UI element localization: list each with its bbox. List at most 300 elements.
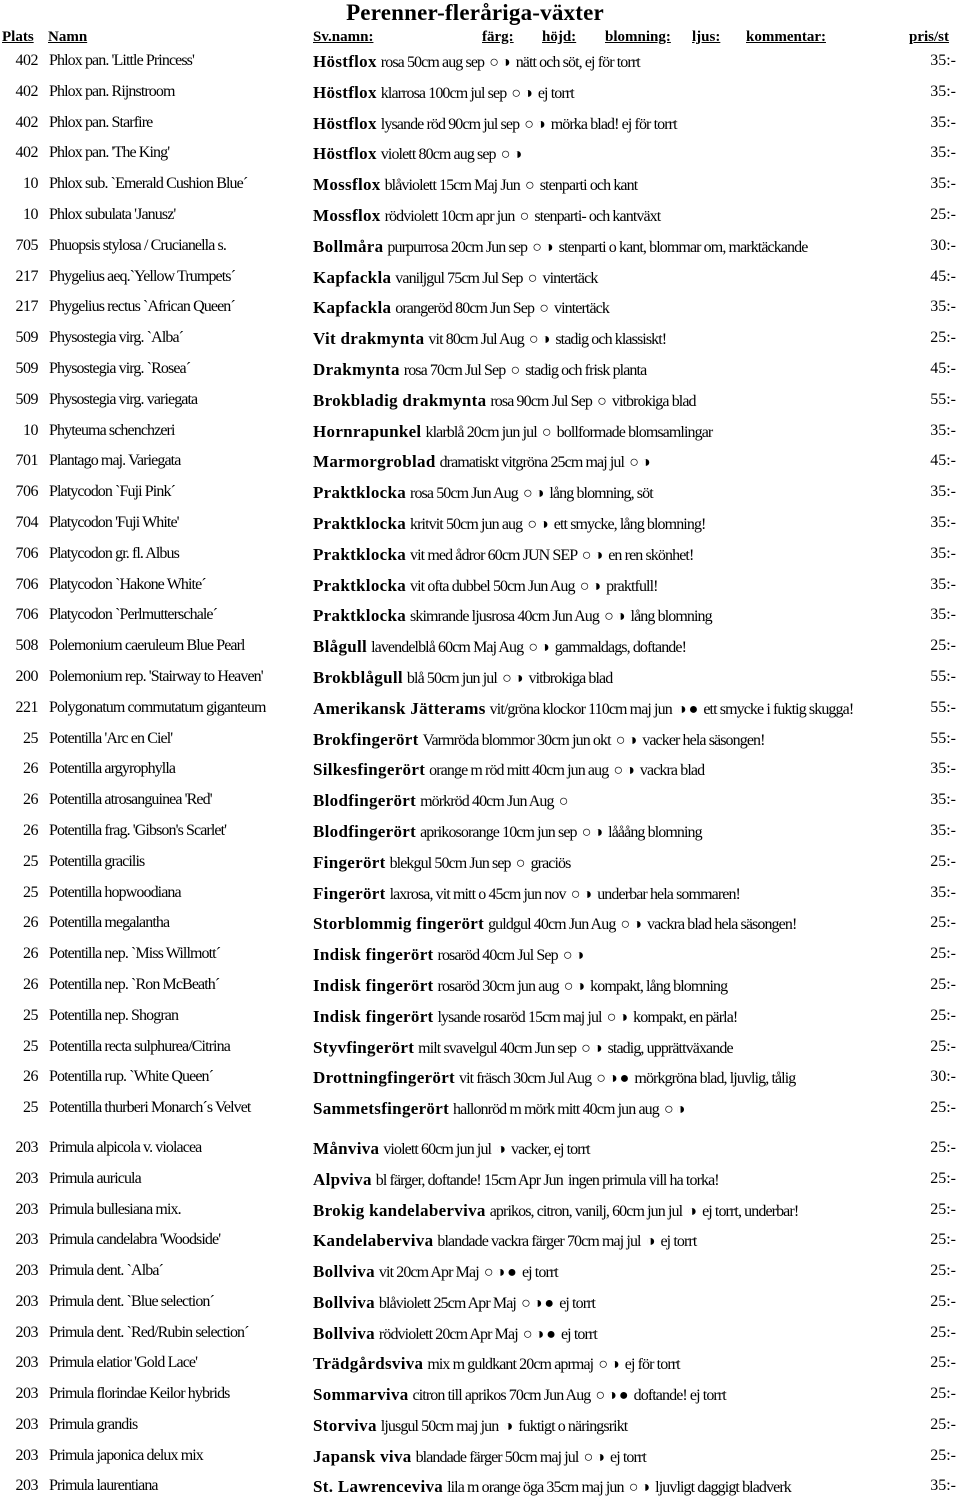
price: 35:- <box>930 544 956 562</box>
plats-number: 203 <box>15 1477 38 1495</box>
comment: stadig och klassiskt! <box>555 331 667 349</box>
swedish-name: Brokig kandelaberviva <box>313 1200 486 1220</box>
list-item <box>0 1262 960 1288</box>
latin-name: Primula grandis <box>49 1415 138 1433</box>
list-item <box>0 1139 960 1165</box>
comment: kompakt, lång blomning <box>590 978 728 995</box>
plats-number: 217 <box>15 267 38 285</box>
swedish-name: Drottningfingerört <box>313 1068 456 1088</box>
plats-number: 203 <box>15 1231 38 1249</box>
light-requirement-icon: ○ <box>597 392 609 410</box>
price: 35:- <box>930 514 956 531</box>
price: 25:- <box>930 206 956 223</box>
price: 25:- <box>930 945 956 963</box>
description: lavendelblå 60cm Maj Aug <box>371 639 524 657</box>
light-requirement-icon: ○◑ <box>522 485 547 503</box>
light-requirement-icon: ○ <box>539 300 551 318</box>
latin-name: Primula auricula <box>49 1169 141 1187</box>
plats-number: 10 <box>23 175 38 193</box>
plats-number: 217 <box>15 298 38 316</box>
comment: vitbrokiga blad <box>611 392 696 410</box>
price: 25:- <box>930 1099 956 1117</box>
list-item <box>0 422 960 448</box>
light-requirement-icon: ○ <box>510 362 523 379</box>
plant-info <box>313 730 935 750</box>
plats-number: 704 <box>15 514 38 531</box>
price: 35:- <box>930 1477 956 1495</box>
comment: stadig, upprättväxande <box>607 1039 733 1057</box>
light-requirement-icon: ○◑ <box>511 84 535 102</box>
description: violett 60cm jun jul <box>383 1141 492 1158</box>
swedish-name: Brokfingerört <box>313 729 419 749</box>
list-item <box>0 945 960 971</box>
comment: ett smycke i fuktig skugga! <box>703 700 854 718</box>
plant-info <box>313 144 935 164</box>
description: blå 50cm jun jul <box>406 670 497 687</box>
comment: ej torrt <box>560 1325 597 1343</box>
latin-name: Platycodon 'Fuji White' <box>49 514 179 531</box>
list-item <box>0 1038 960 1064</box>
comment: nätt och söt, ej för torrt <box>515 54 640 71</box>
list-item <box>0 1068 960 1094</box>
latin-name: Primula laurentiana <box>49 1477 158 1495</box>
description: mörkröd 40cm Jun Aug <box>420 793 554 811</box>
plant-info <box>313 1231 935 1251</box>
plats-number: 203 <box>15 1354 38 1372</box>
comment: graciös <box>530 854 571 872</box>
plats-number: 200 <box>15 668 38 685</box>
light-requirement-icon: ○◑ <box>629 454 653 472</box>
comment: doftande! ej torrt <box>633 1387 726 1404</box>
plats-number: 26 <box>23 791 38 809</box>
plats-number: 203 <box>15 1415 38 1433</box>
comment: vackra blad <box>639 762 705 780</box>
description: orange m röd mitt 40cm jun aug <box>429 762 609 780</box>
light-requirement-icon: ○ <box>524 177 537 195</box>
header-namn: Namn <box>48 29 88 45</box>
plant-info <box>313 576 935 596</box>
list-item <box>0 452 960 478</box>
plant-info <box>313 1416 935 1436</box>
price: 25:- <box>930 1169 956 1187</box>
comment: ingen primula vill ha torka! <box>567 1171 719 1189</box>
price: 25:- <box>930 1415 956 1433</box>
comment: ej torrt <box>559 1294 596 1312</box>
latin-name: Potentilla megalantha <box>49 914 170 932</box>
description: laxrosa, vit mitt o 45cm jun nov <box>389 885 566 903</box>
swedish-name: Fingerört <box>313 883 386 903</box>
latin-name: Physostegia virg. variegata <box>49 390 198 408</box>
latin-name: Platycodon `Fuji Pink´ <box>49 483 175 501</box>
list-item <box>0 791 960 817</box>
comment: stenparti o kant, blommar om, marktäckande <box>558 238 808 256</box>
price: 25:- <box>930 976 956 993</box>
light-requirement-icon: ○◑ <box>583 1448 607 1466</box>
plant-info <box>313 1293 935 1313</box>
swedish-name: Indisk fingerört <box>313 1006 434 1026</box>
plats-number: 203 <box>15 1292 38 1310</box>
latin-name: Phygelius aeq.`Yellow Trumpets´ <box>49 267 236 285</box>
list-item <box>0 976 960 1002</box>
swedish-name: Japansk viva <box>313 1446 412 1466</box>
list-item <box>0 1293 960 1319</box>
description: rosaröd 30cm jun aug <box>437 978 559 995</box>
price: 25:- <box>930 1446 956 1464</box>
light-requirement-icon: ○◑● <box>595 1387 631 1404</box>
plant-info <box>313 298 935 318</box>
latin-name: Plantago maj. Variegata <box>49 452 181 470</box>
plats-number: 26 <box>23 976 38 993</box>
light-requirement-icon: ○◑ <box>532 238 556 256</box>
list-item <box>0 237 960 263</box>
description: rödviolett 10cm apr jun <box>384 208 515 225</box>
light-requirement-icon: ○◑ <box>502 670 526 687</box>
header-pris: pris/st <box>909 29 950 45</box>
plant-info <box>313 1477 935 1497</box>
price: 35:- <box>930 421 956 439</box>
list-item <box>0 637 960 663</box>
description: hallonröd m mörk mitt 40cm jun aug <box>453 1101 659 1119</box>
description: violett 80cm aug sep <box>380 146 496 164</box>
price: 35:- <box>930 144 956 162</box>
light-requirement-icon: ○◑● <box>522 1325 558 1343</box>
header-blomning: blomning: <box>605 29 671 45</box>
description: aprikosorange 10cm jun sep <box>420 824 577 841</box>
light-requirement-icon: ○◑ <box>528 331 553 349</box>
description: rosa 50cm aug sep <box>380 54 485 71</box>
plant-info <box>313 1068 935 1088</box>
swedish-name: St. Lawrenceviva <box>313 1477 444 1497</box>
comment: vitbrokiga blad <box>528 670 613 687</box>
list-item <box>0 730 960 756</box>
swedish-name: Kapfackla <box>313 267 392 287</box>
latin-name: Phuopsis stylosa / Crucianella s. <box>49 236 226 254</box>
latin-name: Potentilla argyrophylla <box>49 760 176 778</box>
latin-name: Phyteuma schenchzeri <box>49 421 175 439</box>
plats-number: 706 <box>15 575 38 593</box>
plats-number: 402 <box>15 82 38 100</box>
price: 35:- <box>930 760 956 778</box>
latin-name: Physostegia virg. `Alba´ <box>49 329 184 347</box>
swedish-name: Bollviva <box>313 1262 375 1281</box>
list-item <box>0 1231 960 1257</box>
plant-info <box>313 422 935 442</box>
plant-info <box>313 884 935 904</box>
comment: lång blomning <box>630 608 712 626</box>
light-requirement-icon: ○◑ <box>598 1356 622 1374</box>
plant-info <box>313 1139 935 1159</box>
plats-number: 203 <box>15 1200 38 1218</box>
price: 30:- <box>930 1068 956 1086</box>
list-item <box>0 83 960 109</box>
description: mix m guldkant 20cm aprmaj <box>427 1356 594 1374</box>
description: rödviolett 20cm Apr Maj <box>378 1325 518 1343</box>
description: purpurrosa 20cm Jun sep <box>387 238 528 256</box>
light-requirement-icon: ◑ <box>645 1233 658 1251</box>
plant-info <box>313 268 935 288</box>
plant-info <box>313 175 935 195</box>
price: 30:- <box>930 236 956 254</box>
light-requirement-icon: ○◑ <box>489 54 513 71</box>
latin-name: Potentilla rup. `White Queen´ <box>49 1068 214 1086</box>
price: 35:- <box>930 575 956 593</box>
list-item <box>0 52 960 78</box>
list-item <box>0 884 960 910</box>
swedish-name: Sommarviva <box>313 1385 409 1404</box>
list-item <box>0 853 960 879</box>
price: 25:- <box>930 1323 956 1341</box>
latin-name: Phlox subulata 'Janusz' <box>49 206 176 223</box>
light-requirement-icon: ◑ <box>496 1141 508 1158</box>
description: rosa 90cm Jul Sep <box>490 392 592 410</box>
list-item <box>0 1324 960 1350</box>
plats-number: 25 <box>23 1006 38 1024</box>
plant-info <box>313 391 935 411</box>
header-svnamn: Sv.namn: <box>313 29 374 45</box>
swedish-name: Kapfackla <box>313 298 392 318</box>
price: 45:- <box>930 360 956 377</box>
latin-name: Polemonium rep. 'Stairway to Heaven' <box>49 668 263 685</box>
comment: mörkgröna blad, ljuvlig, tålig <box>634 1070 796 1088</box>
list-item <box>0 545 960 571</box>
plant-info <box>313 822 935 842</box>
list-item <box>0 1354 960 1380</box>
plats-number: 26 <box>23 914 38 932</box>
swedish-name: Kandelaberviva <box>313 1231 434 1251</box>
plats-number: 203 <box>15 1262 38 1279</box>
light-requirement-icon: ○◑ <box>615 731 640 749</box>
plats-number: 203 <box>15 1385 38 1402</box>
light-requirement-icon: ○◑● <box>596 1070 632 1088</box>
latin-name: Phygelius rectus `African Queen´ <box>49 298 235 316</box>
plats-number: 705 <box>15 236 38 254</box>
price: 25:- <box>930 852 956 870</box>
comment: ej för torrt <box>624 1356 680 1374</box>
latin-name: Primula dent. `Alba´ <box>49 1262 163 1279</box>
plant-info <box>313 483 935 503</box>
plant-info <box>313 853 935 873</box>
description: milt svavelgul 40cm Jun sep <box>418 1039 577 1057</box>
plats-number: 508 <box>15 637 38 655</box>
list-item <box>0 1416 960 1442</box>
page-title: Perenner-fleråriga-växter <box>346 0 604 25</box>
plats-number: 25 <box>23 852 38 870</box>
plant-info <box>313 699 935 719</box>
description: lysande röd 90cm jul sep <box>380 115 520 133</box>
price: 45:- <box>930 452 956 470</box>
list-item <box>0 298 960 324</box>
description: blåviolett 25cm Apr Maj <box>378 1294 516 1312</box>
plats-number: 402 <box>15 52 38 69</box>
price: 25:- <box>930 1231 956 1249</box>
light-requirement-icon: ○◑ <box>628 1479 653 1497</box>
description: blåviolett 15cm Maj Jun <box>384 177 520 195</box>
list-item <box>0 268 960 294</box>
light-requirement-icon: ○◑ <box>570 885 595 903</box>
comment: fuktigt o näringsrikt <box>518 1417 628 1435</box>
price: 25:- <box>930 1139 956 1156</box>
latin-name: Potentilla recta sulphurea/Citrina <box>49 1037 230 1055</box>
comment: ett smycke, lång blomning! <box>553 516 706 533</box>
price: 25:- <box>930 1354 956 1372</box>
plats-number: 706 <box>15 606 38 624</box>
light-requirement-icon: ○ <box>515 854 528 872</box>
comment: stenparti- och kantväxt <box>534 208 661 225</box>
swedish-name: Bollviva <box>313 1323 375 1343</box>
swedish-name: Blågull <box>313 637 368 657</box>
plant-info <box>313 606 935 626</box>
light-requirement-icon: ○◑ <box>528 639 552 657</box>
list-item <box>0 1385 960 1411</box>
swedish-name: Marmorgroblad <box>313 452 436 472</box>
description: blekgul 50cm Jun sep <box>389 854 511 872</box>
latin-name: Primula japonica delux mix <box>49 1446 203 1464</box>
price: 55:- <box>930 698 956 716</box>
latin-name: Physostegia virg. `Rosea´ <box>49 360 191 377</box>
light-requirement-icon: ○◑ <box>620 916 644 934</box>
price: 35:- <box>930 52 956 69</box>
description: vit/gröna klockor 110cm maj jun <box>489 700 672 718</box>
description: klarblå 20cm jun jul <box>425 423 537 441</box>
plats-number: 203 <box>15 1139 38 1156</box>
list-item <box>0 576 960 602</box>
light-requirement-icon: ○◑ <box>581 824 606 841</box>
plant-info <box>313 1038 935 1058</box>
plant-info <box>313 514 935 534</box>
description: citron till aprikos 70cm Jun Aug <box>412 1387 591 1404</box>
plats-number: 10 <box>23 206 38 223</box>
plant-info <box>313 452 935 472</box>
light-requirement-icon: ○◑ <box>581 1039 605 1057</box>
latin-name: Potentilla 'Arc en Ciel' <box>49 729 173 747</box>
latin-name: Primula alpicola v. violacea <box>49 1139 202 1156</box>
plant-info <box>313 360 935 380</box>
list-item <box>0 360 960 386</box>
list-item <box>0 668 960 694</box>
swedish-name: Hornrapunkel <box>313 421 422 441</box>
plant-info <box>313 760 935 780</box>
description: vit 80cm Jul Aug <box>428 331 524 349</box>
light-requirement-icon: ○ <box>527 269 540 287</box>
description: lysande rosaröd 15cm maj jul <box>437 1008 602 1026</box>
description: orangeröd 80cm Jun Sep <box>395 300 535 318</box>
swedish-name: Blodfingerört <box>313 791 417 811</box>
price: 55:- <box>930 729 956 747</box>
price: 35:- <box>930 822 956 839</box>
price: 35:- <box>930 883 956 901</box>
list-item <box>0 114 960 140</box>
price: 35:- <box>930 298 956 316</box>
plant-info <box>313 1170 935 1190</box>
swedish-name: Höstflox <box>313 113 377 133</box>
latin-name: Platycodon `Perlmutterschale´ <box>49 606 218 624</box>
header-ljus: ljus: <box>692 29 721 45</box>
list-item <box>0 483 960 509</box>
description: vit fräsch 30cm Jul Aug <box>459 1070 592 1088</box>
plats-number: 25 <box>23 1037 38 1055</box>
list-item <box>0 175 960 201</box>
list-item <box>0 1477 960 1503</box>
latin-name: Primula candelabra 'Woodside' <box>49 1231 221 1249</box>
description: dramatiskt vitgröna 25cm maj jul <box>439 454 625 472</box>
light-requirement-icon: ○◑ <box>606 1008 631 1026</box>
plats-number: 701 <box>15 452 38 470</box>
plats-number: 221 <box>15 698 38 716</box>
plats-number: 706 <box>15 483 38 501</box>
list-item <box>0 1007 960 1033</box>
description: guldgul 40cm Jun Aug <box>488 916 616 934</box>
price: 25:- <box>930 914 956 932</box>
swedish-name: Höstflox <box>313 144 377 164</box>
list-item <box>0 760 960 786</box>
swedish-name: Indisk fingerört <box>313 976 434 995</box>
comment: ej torrt <box>537 84 574 102</box>
plant-info <box>313 329 935 349</box>
plant-info <box>313 1099 935 1119</box>
plant-info <box>313 914 935 934</box>
plant-info <box>313 114 935 134</box>
list-item <box>0 1447 960 1473</box>
plats-number: 26 <box>23 760 38 778</box>
header-plats: Plats <box>2 29 34 45</box>
comment: mörka blad! ej för torrt <box>550 115 677 133</box>
light-requirement-icon: ◑● <box>676 700 701 718</box>
swedish-name: Storviva <box>313 1415 377 1435</box>
latin-name: Potentilla nep. `Ron McBeath´ <box>49 976 220 993</box>
price: 45:- <box>930 267 956 285</box>
comment: ljuvligt daggigt bladverk <box>655 1479 791 1497</box>
latin-name: Potentilla nep. Shogran <box>49 1006 179 1024</box>
swedish-name: Brokbladig drakmynta <box>313 390 487 410</box>
plats-number: 25 <box>23 883 38 901</box>
price: 35:- <box>930 113 956 131</box>
plats-number: 706 <box>15 544 38 562</box>
swedish-name: Praktklocka <box>313 514 407 533</box>
latin-name: Potentilla atrosanguinea 'Red' <box>49 791 212 809</box>
price: 25:- <box>930 1262 956 1279</box>
swedish-name: Styvfingerört <box>313 1037 415 1057</box>
list-item <box>0 391 960 417</box>
swedish-name: Praktklocka <box>313 575 407 595</box>
plats-number: 26 <box>23 945 38 963</box>
description: aprikos, citron, vanilj, 60cm jun jul <box>489 1202 683 1220</box>
comment: praktfull! <box>606 577 658 595</box>
price: 25:- <box>930 329 956 347</box>
list-item <box>0 329 960 355</box>
plant-info <box>313 206 935 226</box>
description: rosa 50cm Jun Aug <box>410 485 518 503</box>
plats-number: 26 <box>23 1068 38 1086</box>
plant-info <box>313 1447 935 1467</box>
description: vit 20cm Apr Maj <box>378 1264 479 1281</box>
latin-name: Potentilla gracilis <box>49 852 145 870</box>
list-item <box>0 1099 960 1125</box>
list-item <box>0 1170 960 1196</box>
description: bl färger, doftande! 15cm Apr Jun <box>375 1171 563 1189</box>
description: skimrande ljusrosa 40cm Jun Aug <box>410 608 599 626</box>
plats-number: 25 <box>23 1099 38 1117</box>
comment: ej torrt <box>521 1264 558 1281</box>
price: 55:- <box>930 390 956 408</box>
plant-info <box>313 237 935 257</box>
description: vit med ådror 60cm JUN SEP <box>410 546 577 564</box>
comment: ej torrt <box>610 1448 646 1466</box>
swedish-name: Bollmåra <box>313 236 384 256</box>
light-requirement-icon: ○◑ <box>613 762 637 780</box>
latin-name: Primula elatior 'Gold Lace' <box>49 1354 198 1372</box>
price: 25:- <box>930 1200 956 1218</box>
swedish-name: Fingerört <box>313 852 386 872</box>
